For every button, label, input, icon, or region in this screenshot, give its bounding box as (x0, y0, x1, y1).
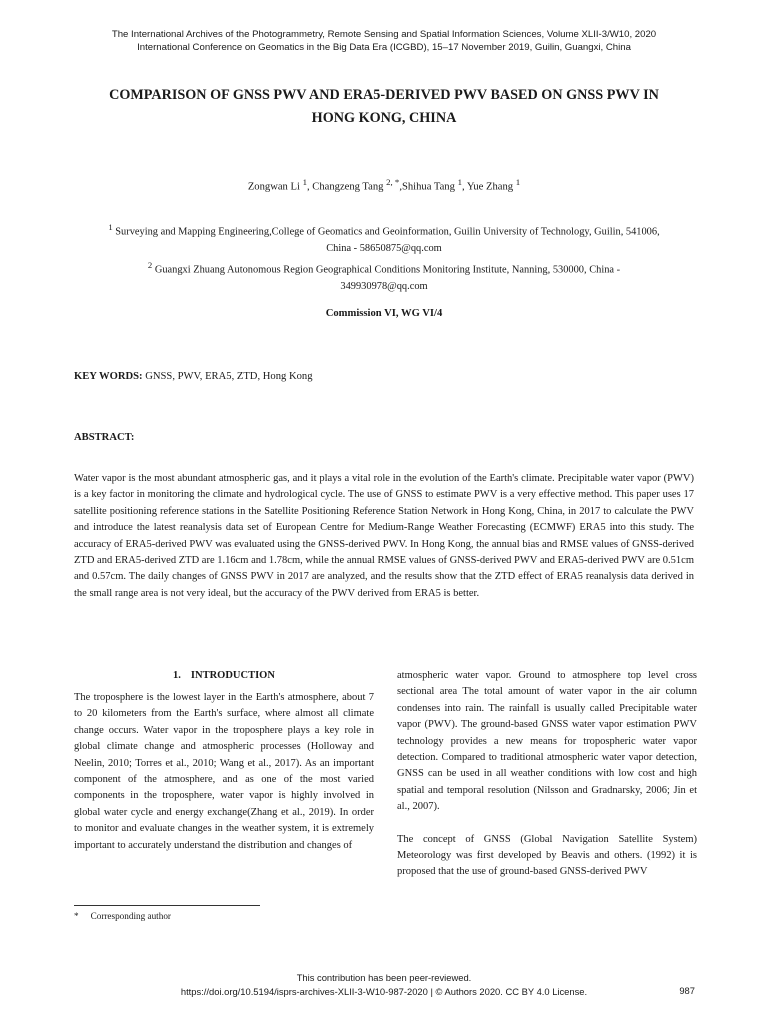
affiliation-sup: 2 (147, 260, 153, 271)
left-column (74, 690, 374, 854)
right-column (397, 668, 697, 881)
affiliation-1-cont: China - 58650875@qq.com (326, 242, 442, 254)
section-heading-introduction (74, 670, 374, 681)
author-name: Zongwan Li (247, 181, 300, 193)
author-affil-sup: 1 (515, 177, 521, 187)
paper-title (60, 84, 708, 130)
paragraph-gap (397, 816, 697, 832)
header-line-2: International Conference on Geomatics in the Big Data Era (ICGBD), 15–17 November 2019, Guilin, Guangxi, China (137, 42, 631, 53)
author-affil-sup: 1 (302, 177, 307, 187)
keywords-text: GNSS, PWV, ERA5, ZTD, Hong Kong (145, 371, 313, 382)
page-footer (0, 971, 768, 999)
author-affil-sup: 2, * (386, 177, 400, 187)
doi-license-line: https://doi.org/10.5194/isprs-archives-XLII-3-W10-987-2020 | © Authors 2020. CC BY 4.0 License. (180, 986, 588, 997)
author-list (60, 175, 708, 195)
keywords-label: KEY WORDS: (74, 371, 143, 382)
abstract-text: Water vapor is the most abundant atmospheric gas, and it plays a vital role in the evolution of the Earth's climate. Precipitable water vapor (PWV) is a key factor in monitoring the climate and hydrological cycle. The use of GNSS to estimate PWV is a very effective method. This paper uses 17 satellite positioning reference stations in the Satellite Positioning Reference Station Network in Hong Kong, China, in 2017 to calculate the PWV and introduce the latest reanalysis data set of European Centre for Medium-Range Weather Forecasting (ECMWF) ERA5 into this study. The accuracy of ERA5-derived PWV was evaluated using the GNSS-derived PWV. In Hong Kong, the annual bias and RMSE values of GNSS-derived ZTD and ERA5-derived ZTD are 1.16cm and 1.78cm, while the annual RMSE values of GNSS-derived PWV and ERA5-derived PWV are 0.51cm and 0.57cm. The daily changes of GNSS PWV in 2017 are analyzed, and the results show that the ZTD effect of ERA5 reanalysis data derived in the small range area is not very ideal, but the accuracy of the PWV derived from ERA5 is better. (74, 473, 694, 599)
intro-paragraph-3: The concept of GNSS (Global Navigation Satellite System) Meteorology was first developed by Beavis and others. (1992) it is proposed that the use of ground-based GNSS-derived PWV (397, 833, 697, 878)
keywords (74, 371, 694, 382)
abstract-heading: ABSTRACT: (74, 432, 135, 443)
affiliation-1 (60, 219, 708, 241)
section-number: 1. (173, 670, 181, 681)
section-title: INTRODUCTION (190, 670, 275, 681)
author-separator: , (306, 181, 313, 193)
peer-review-note: This contribution has been peer-reviewed. (296, 972, 472, 983)
affiliations (60, 219, 708, 296)
author-name: Changzeng Tang (312, 181, 384, 193)
footnote-text: Corresponding author (90, 911, 171, 921)
header-line-1: The International Archives of the Photogrammetry, Remote Sensing and Spatial Information Sciences, Volume XLII-3/W10, 2020 (111, 29, 657, 40)
author-name: Yue Zhang (466, 181, 514, 193)
affiliation-text: Guangxi Zhuang Autonomous Region Geographical Conditions Monitoring Institute, Nanning, 530000, China - (154, 264, 621, 276)
commission-label: Commission VI, WG VI/4 (325, 308, 443, 319)
footnote-divider (74, 905, 260, 906)
running-header (40, 28, 728, 54)
page-number: 987 (679, 985, 695, 996)
intro-paragraph-2: atmospheric water vapor. Ground to atmosphere top level cross sectional area The total amount of water vapor in the air column condenses into rain. The rainfall is usually called Precipitable water vapor (PWV). The ground-based GNSS water vapor estimation PWV technology provides a new means for tropospheric water vapor detection. Compared to traditional atmospheric water vapor detection, GNSS can be used in all weather conditions with low cost and high spatial and temporal resolution (Nilsson and Gradnarsky, 2006; Jin et al., 2007). (397, 670, 697, 813)
footnote (74, 911, 171, 921)
affiliation-text: Surveying and Mapping Engineering,College of Geomatics and Geoinformation, Guilin University of Technology, Guilin, 541006, (115, 226, 660, 238)
affiliation-2-cont: 349930978@qq.com (340, 281, 428, 293)
title-line-2: HONG KONG, CHINA (311, 110, 457, 126)
footnote-mark: * (74, 911, 79, 921)
affiliation-2 (60, 257, 708, 279)
affiliation-sup: 1 (108, 222, 113, 232)
author-affil-sup: 1 (457, 177, 462, 187)
intro-paragraph-1: The troposphere is the lowest layer in the Earth's atmosphere, about 7 to 20 kilometers from the Earth's surface, where almost all climate change occurs. Water vapor in the troposphere plays a key role in global climate change and atmospheric processes (Holloway and Neelin, 2010; Torres et al., 2010; Wang et al., 2017). As an important component of the atmosphere, and as one of the most varied components in the troposphere, water vapor is highly involved in global water cycle and energy exchange(Zhang et al., 2019). In order to monitor and evaluate changes in the weather system, it is extremely important to accurately understand the distribution and changes of (74, 692, 374, 851)
author-name: Shihua Tang (401, 181, 455, 193)
title-line-1: COMPARISON OF GNSS PWV AND ERA5-DERIVED PWV BASED ON GNSS PWV IN (109, 87, 659, 103)
author-separator: , (461, 181, 467, 193)
author-separator: , (399, 181, 402, 193)
